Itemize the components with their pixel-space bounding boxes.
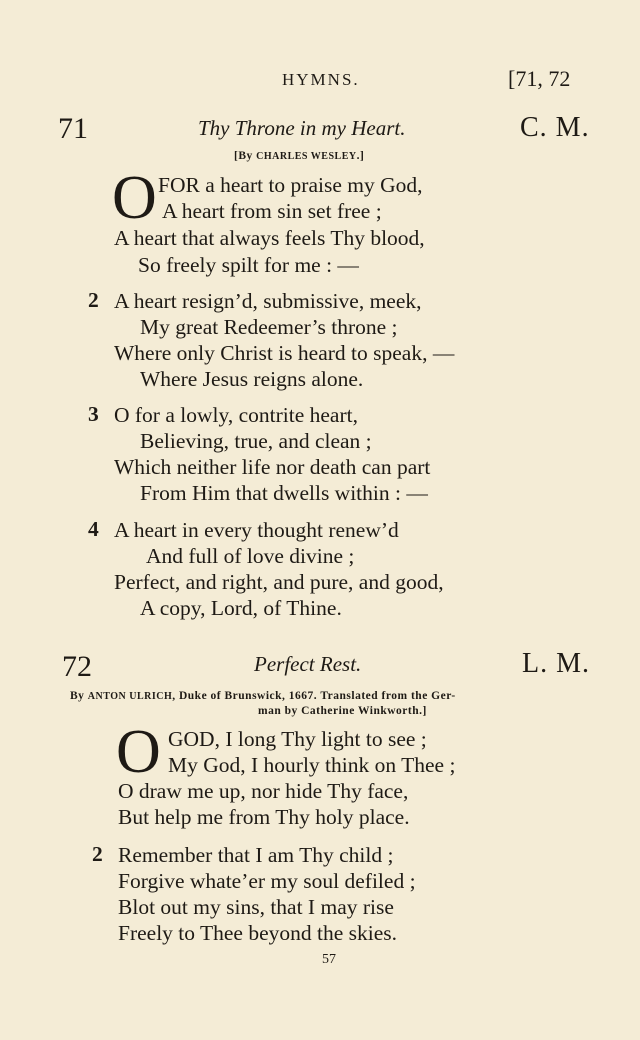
verse-line: A heart from sin set free ; xyxy=(162,199,382,223)
verse-line: A heart resign’d, submissive, meek, xyxy=(114,289,422,313)
verse-line: GOD, I long Thy light to see ; xyxy=(168,727,427,751)
attribution-by: By xyxy=(70,690,85,702)
verse-number: 3 xyxy=(88,402,99,426)
attribution-open: [By xyxy=(234,150,257,162)
attribution-rest: , Duke of Brunswick, 1667. Translated from the Ger- xyxy=(172,690,456,702)
hymn-meter: L. M. xyxy=(522,648,590,679)
attribution-author: CHARLES WESLEY xyxy=(256,151,357,162)
hymn-title: Perfect Rest. xyxy=(254,652,362,676)
hymn-range: [71, 72 xyxy=(508,66,571,91)
page-number: 57 xyxy=(322,952,336,967)
running-head: HYMNS. xyxy=(282,70,360,89)
verse-number: 2 xyxy=(88,288,99,312)
verse-line: O draw me up, nor hide Thy face, xyxy=(118,779,409,803)
verse-line: Remember that I am Thy child ; xyxy=(118,843,394,867)
verse-line: FOR a heart to praise my God, xyxy=(158,173,423,197)
verse-line: A heart in every thought renew’d xyxy=(114,518,399,542)
verse-line: But help me from Thy holy place. xyxy=(118,805,410,829)
drop-cap: O xyxy=(116,718,161,786)
verse-line: My God, I hourly think on Thee ; xyxy=(168,753,456,777)
verse-line: Believing, true, and clean ; xyxy=(140,429,372,453)
verse-line: Freely to Thee beyond the skies. xyxy=(118,921,398,945)
hymn-meter: C. M. xyxy=(520,112,590,143)
verse-line: And full of love divine ; xyxy=(146,544,355,568)
verse-line: A copy, Lord, of Thine. xyxy=(140,596,342,620)
verse-line: Forgive whate’er my soul defiled ; xyxy=(118,869,416,893)
attribution-author: ANTON ULRICH xyxy=(87,691,173,702)
verse-number: 2 xyxy=(92,842,103,866)
verse-line: A heart that always feels Thy blood, xyxy=(114,226,425,250)
drop-cap: O xyxy=(112,164,157,232)
hymn-number: 71 xyxy=(58,112,88,145)
attribution-close: .] xyxy=(356,150,365,162)
attribution-continued: man by Catherine Winkworth.] xyxy=(258,705,427,717)
verse-line: Perfect, and right, and pure, and good, xyxy=(114,570,444,594)
verse-line: My great Redeemer’s throne ; xyxy=(140,315,398,339)
verse-line: So freely spilt for me : — xyxy=(138,253,359,277)
verse-line: Where only Christ is heard to speak, — xyxy=(114,341,455,365)
verse-line: From Him that dwells within : — xyxy=(140,481,428,505)
hymn-attribution xyxy=(70,690,456,702)
verse-number: 4 xyxy=(88,517,99,541)
verse-line: Which neither life nor death can part xyxy=(114,455,431,479)
hymn-number: 72 xyxy=(62,650,92,683)
verse-line: Blot out my sins, that I may rise xyxy=(118,895,394,919)
hymn-title: Thy Throne in my Heart. xyxy=(198,116,406,140)
hymn-attribution xyxy=(234,150,364,162)
verse-line: O for a lowly, contrite heart, xyxy=(114,403,358,427)
verse-line: Where Jesus reigns alone. xyxy=(140,367,364,391)
